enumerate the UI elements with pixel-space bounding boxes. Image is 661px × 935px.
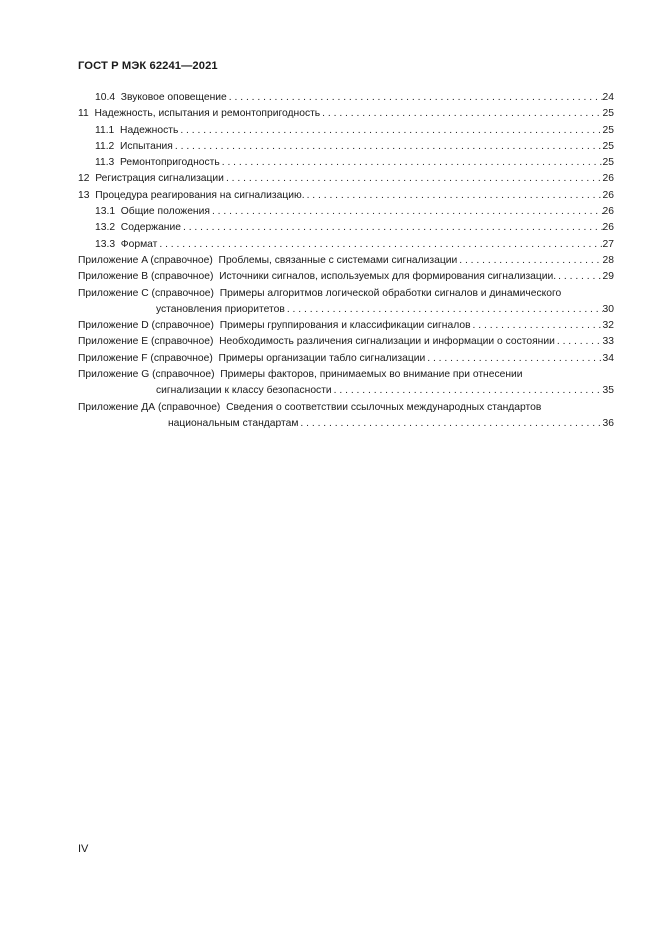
table-of-contents bbox=[78, 90, 614, 432]
annex-page: 28 bbox=[602, 254, 614, 266]
toc-entry-page: 25 bbox=[602, 157, 614, 169]
toc-leader-dots bbox=[427, 351, 602, 367]
annex-entry[interactable] bbox=[78, 367, 614, 400]
toc-entry-text bbox=[95, 220, 183, 236]
annex-entry[interactable] bbox=[78, 253, 614, 269]
annex-title: Примеры группирования и классификации сигналов bbox=[219, 320, 471, 332]
toc-entry-number: 12 bbox=[78, 173, 90, 185]
toc-leader-dots bbox=[307, 188, 603, 204]
toc-line bbox=[78, 106, 614, 122]
toc-leader-dots bbox=[229, 90, 603, 106]
toc-entry-title: Ремонтопригодность bbox=[120, 157, 220, 169]
toc-line bbox=[78, 171, 614, 187]
toc-leader-dots bbox=[300, 416, 602, 432]
annex-page: 30 bbox=[602, 303, 614, 315]
annex-page: 33 bbox=[602, 336, 614, 348]
annex-label: Приложение ДА (справочное) bbox=[78, 401, 221, 413]
toc-leader-dots bbox=[212, 204, 603, 220]
annex-line bbox=[78, 318, 614, 334]
annex-first-line bbox=[78, 286, 614, 302]
toc-entry-page: 25 bbox=[602, 124, 614, 136]
annex-title-continued: сигнализации к классу безопасности bbox=[156, 385, 332, 397]
toc-entry-text bbox=[95, 123, 180, 139]
toc-entry-number: 11.3 bbox=[95, 157, 115, 169]
toc-entry-text bbox=[95, 155, 222, 171]
annex-title: Примеры организации табло сигнализации bbox=[218, 352, 426, 364]
toc-leader-dots bbox=[322, 106, 602, 122]
toc-line bbox=[78, 204, 614, 220]
toc-entry-title: Формат bbox=[120, 238, 158, 250]
toc-entry-number: 11.2 bbox=[95, 140, 115, 152]
annex-text bbox=[78, 351, 427, 367]
annex-title-continued: установления приоритетов bbox=[156, 303, 285, 315]
page-number: IV bbox=[78, 843, 89, 855]
toc-entry-text bbox=[95, 139, 175, 155]
annex-line bbox=[78, 269, 614, 285]
toc-leader-dots bbox=[183, 220, 603, 236]
toc-entry-title: Регистрация сигнализации bbox=[95, 173, 224, 185]
annex-title: Сведения о соответствии ссылочных международных стандартов bbox=[226, 401, 542, 413]
toc-entry-title: Звуковое оповещение bbox=[120, 92, 227, 103]
toc-entry-text bbox=[78, 188, 307, 204]
toc-entry-number: 13.2 bbox=[95, 222, 116, 234]
annex-first-line bbox=[78, 400, 614, 416]
toc-entry-title: Надежность, испытания и ремонтопригодность bbox=[94, 108, 321, 120]
annex-second-line bbox=[78, 416, 614, 432]
toc-leader-dots bbox=[175, 139, 603, 155]
annex-label: Приложение C (справочное) bbox=[78, 287, 214, 299]
toc-entry-number: 13.1 bbox=[95, 206, 116, 218]
annex-entry[interactable] bbox=[78, 400, 614, 433]
toc-entry-text bbox=[95, 90, 229, 106]
toc-entry-title: Надежность bbox=[120, 124, 179, 136]
toc-leader-dots bbox=[222, 155, 603, 171]
toc-leader-dots bbox=[287, 302, 603, 318]
toc-leader-dots bbox=[226, 171, 603, 187]
toc-line bbox=[78, 90, 614, 106]
annex-label: Приложение B (справочное) bbox=[78, 271, 214, 283]
annex-first-line bbox=[78, 367, 614, 383]
toc-entry-number: 13 bbox=[78, 189, 90, 201]
annex-page: 36 bbox=[602, 417, 614, 429]
toc-entry-page: 27 bbox=[602, 238, 614, 250]
annex-second-line bbox=[78, 383, 614, 399]
annex-entry[interactable] bbox=[78, 334, 614, 350]
toc-entry-page: 25 bbox=[602, 108, 614, 120]
toc-leader-dots bbox=[180, 123, 602, 139]
toc-entry[interactable] bbox=[78, 139, 614, 155]
toc-entry-title: Содержание bbox=[120, 222, 181, 234]
toc-entry[interactable] bbox=[78, 123, 614, 139]
toc-entry-text bbox=[78, 171, 226, 187]
toc-entry-text bbox=[78, 106, 322, 122]
toc-entry-page: 24 bbox=[602, 92, 614, 103]
toc-annexes bbox=[78, 253, 614, 432]
toc-entry-number: 11 bbox=[78, 108, 89, 120]
annex-label: Приложение D (справочное) bbox=[78, 320, 214, 332]
annex-text bbox=[78, 269, 558, 285]
toc-line bbox=[78, 155, 614, 171]
annex-entry[interactable] bbox=[78, 318, 614, 334]
toc-entry[interactable] bbox=[78, 171, 614, 187]
annex-label: Приложение E (справочное) bbox=[78, 336, 214, 348]
annex-entry[interactable] bbox=[78, 269, 614, 285]
toc-line bbox=[78, 220, 614, 236]
toc-leader-dots bbox=[159, 237, 602, 253]
toc-line bbox=[78, 237, 614, 253]
toc-entry-number: 10.4 bbox=[95, 92, 116, 103]
toc-entry-number: 13.3 bbox=[95, 238, 116, 250]
toc-line bbox=[78, 139, 614, 155]
annex-page: 32 bbox=[602, 320, 614, 332]
annex-page: 29 bbox=[602, 271, 614, 283]
annex-title: Проблемы, связанные с системами сигнализации bbox=[218, 254, 458, 266]
document-header: ГОСТ Р МЭК 62241—2021 bbox=[78, 60, 218, 72]
annex-page: 34 bbox=[602, 352, 614, 364]
toc-line bbox=[78, 123, 614, 139]
annex-line bbox=[78, 351, 614, 367]
annex-title: Примеры алгоритмов логической обработки сигналов и динамического bbox=[219, 287, 562, 299]
toc-entry-page: 26 bbox=[602, 206, 614, 218]
annex-label: Приложение A (справочное) bbox=[78, 254, 213, 266]
annex-title: Необходимость различения сигнализации и информации о состоянии bbox=[219, 336, 555, 348]
annex-title: Источники сигналов, используемых для формирования сигнализации. bbox=[219, 271, 557, 283]
annex-text bbox=[78, 253, 459, 269]
toc-entry[interactable] bbox=[78, 106, 614, 122]
annex-line bbox=[78, 253, 614, 269]
toc-entry-title: Общие положения bbox=[120, 206, 210, 218]
toc-line bbox=[78, 188, 614, 204]
toc-entry[interactable] bbox=[78, 237, 614, 253]
annex-text bbox=[78, 334, 557, 350]
annex-title-continued: национальным стандартам bbox=[168, 417, 299, 429]
toc-entry-title: Процедура реагирования на сигнализацию. bbox=[95, 189, 305, 201]
annex-entry[interactable] bbox=[78, 286, 614, 319]
toc-entry[interactable] bbox=[78, 155, 614, 171]
toc-entry[interactable] bbox=[78, 204, 614, 220]
toc-entry-page: 26 bbox=[602, 173, 614, 185]
toc-entry-page: 25 bbox=[602, 140, 614, 152]
annex-entry[interactable] bbox=[78, 351, 614, 367]
annex-page: 35 bbox=[602, 385, 614, 397]
toc-entry-number: 11.1 bbox=[95, 124, 115, 136]
annex-text bbox=[78, 318, 473, 334]
annex-title: Примеры факторов, принимаемых во внимание при отнесении bbox=[220, 369, 523, 381]
toc-leader-dots bbox=[473, 318, 603, 334]
toc-entry[interactable] bbox=[78, 188, 614, 204]
toc-leader-dots bbox=[334, 383, 603, 399]
toc-leader-dots bbox=[459, 253, 602, 269]
toc-leader-dots bbox=[558, 269, 602, 285]
toc-sections bbox=[78, 90, 614, 253]
annex-line bbox=[78, 334, 614, 350]
toc-entry-page: 26 bbox=[602, 222, 614, 234]
annex-label: Приложение G (справочное) bbox=[78, 369, 215, 381]
toc-entry[interactable] bbox=[78, 90, 614, 106]
annex-label: Приложение F (справочное) bbox=[78, 352, 213, 364]
toc-entry-title: Испытания bbox=[120, 140, 173, 152]
toc-entry-text bbox=[95, 204, 212, 220]
toc-entry-page: 26 bbox=[602, 189, 614, 201]
annex-second-line bbox=[78, 302, 614, 318]
toc-entry[interactable] bbox=[78, 220, 614, 236]
toc-leader-dots bbox=[557, 334, 603, 350]
toc-entry-text bbox=[95, 237, 159, 253]
